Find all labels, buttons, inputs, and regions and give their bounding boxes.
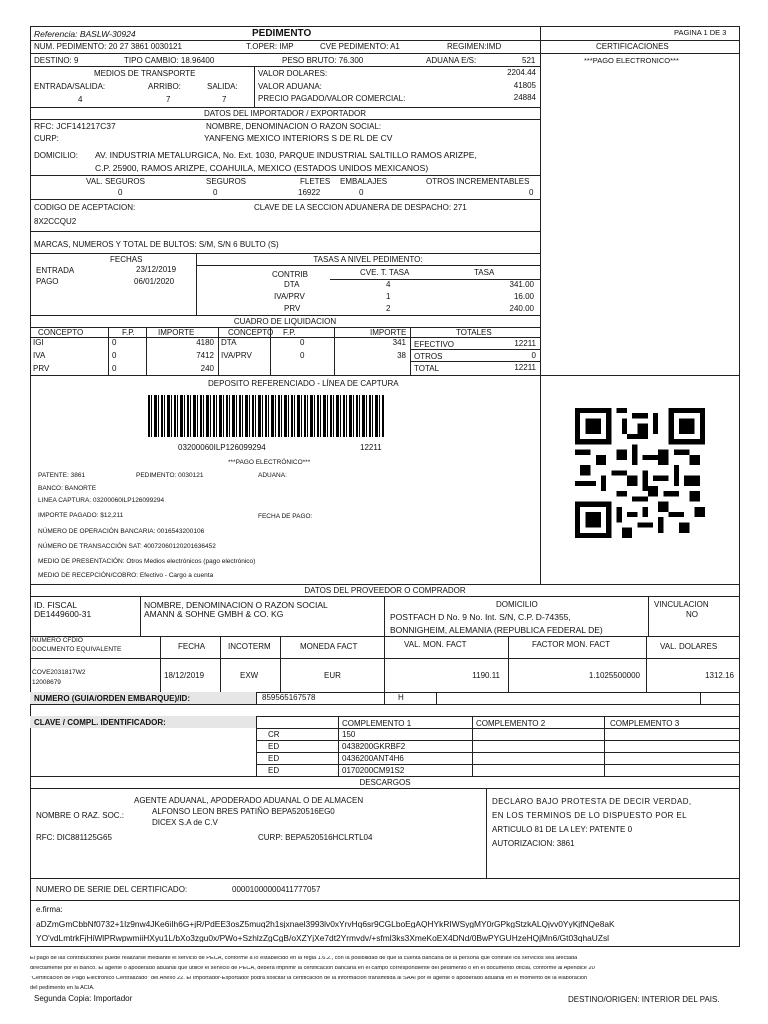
- liquidacion-section: CUADRO DE LIQUIDACION: [233, 317, 337, 326]
- descargos-section: DESCARGOS: [359, 778, 411, 787]
- codigo-aceptacion-label: CODIGO DE ACEPTACION:: [34, 203, 136, 212]
- deposito-medio-recepcion: MEDIO DE RECEPCIÓN/COBRO: Efectivo - Cargo a cuenta: [38, 572, 214, 579]
- nota-line-3: "Certificación de Pago Electrónico Centralizado" del Anexo 22. El Importador-Exportador podrá solicitar la certificación de la información transmitida al SAAI por el agente o apoderado aduanal en el momento de la elaboración: [30, 976, 588, 981]
- declaro-line-1: DECLARO BAJO PROTESTA DE DECIR VERDAD,: [492, 797, 692, 806]
- proveedor-nombre-label: NOMBRE, DENOMINACION O RAZON SOCIAL: [144, 600, 328, 610]
- deposito-pedimento: PEDIMENTO: 0030121: [136, 472, 204, 479]
- importador-domicilio-label: DOMICILIO:: [34, 151, 79, 160]
- factura-header-val-mon: VAL. MON. FACT: [404, 640, 467, 649]
- identificador-comp1: 0438200GKRBF2: [342, 742, 406, 751]
- liq-right-importe: 38: [397, 351, 406, 360]
- liq-header-concepto: CONCEPTO: [38, 328, 84, 337]
- identificador-clave: ED: [268, 742, 280, 751]
- deposito-importe-pagado: IMPORTE PAGADO: $12,211: [38, 512, 124, 519]
- declaro-line-3: ARTICULO 81 DE LA LEY: PATENTE 0: [492, 825, 633, 834]
- proveedor-domicilio-1: POSTFACH D No. 9 No. Int. S/N, C.P. D-74355,: [390, 612, 571, 622]
- entrada-salida-label: ENTRADA/SALIDA:: [34, 82, 106, 91]
- total-value: 12211: [514, 363, 536, 372]
- agente-rfc: RFC: DIC881125G65: [36, 833, 112, 842]
- regimen: REGIMEN:IMD: [447, 42, 502, 51]
- codigo-aceptacion-value: 8X2CCQU2: [34, 217, 77, 226]
- agente-nombre-label: NOMBRE O RAZ. SOC.:: [36, 811, 125, 820]
- seguros-value: 0: [213, 188, 218, 197]
- liq-right-fp: 0: [300, 338, 305, 347]
- salida-label: SALIDA:: [207, 82, 238, 91]
- total-otros-label: OTROS: [414, 352, 443, 361]
- tasa-row-contrib: DTA: [284, 280, 300, 289]
- otros-incrementables-value: 0: [529, 188, 534, 197]
- fletes-label: FLETES: [300, 177, 331, 186]
- deposito-linea-captura: LINEA CAPTURA: 03200060ILP126099294: [38, 497, 165, 504]
- embalajes-value: 0: [359, 188, 364, 197]
- tasa-row-cve: 1: [386, 292, 391, 301]
- valor-aduana-label: VALOR ADUANA:: [258, 82, 322, 91]
- factura-header-incoterm: INCOTERM: [228, 642, 271, 651]
- factura-header-moneda: MONEDA FACT: [300, 642, 358, 651]
- identificador-comp1: 150: [342, 730, 356, 739]
- nota-line-4: del pedimento en la ACIA.: [30, 985, 95, 991]
- id-fiscal-label: ID. FISCAL: [34, 600, 77, 610]
- liq-header-concepto-2: CONCEPTO: [228, 328, 274, 337]
- factura-cfdi-1: COVE2031817W2: [32, 669, 86, 676]
- tasa-row-cve: 2: [386, 304, 391, 313]
- aduana-es-value: 521: [522, 56, 536, 65]
- deposito-medio-presentacion: MEDIO DE PRESENTACIÓN: Otros Medios electrónicos (pago electrónico): [38, 558, 256, 565]
- factura-val-dol: 1312.16: [705, 671, 734, 680]
- proveedor-nombre-value: AMANN & SOHNE GMBH & CO. KG: [144, 609, 284, 619]
- val-seguros-value: 0: [118, 188, 123, 197]
- fecha-pago-label: PAGO: [36, 277, 59, 286]
- segunda-copia: Segunda Copia: Importador: [34, 994, 133, 1003]
- clave-seccion-aduanera: CLAVE DE LA SECCION ADUANERA DE DESPACHO: 271: [254, 203, 467, 212]
- factura-header-cfdi-2: DOCUMENTO EQUIVALENTE: [32, 646, 122, 653]
- comp2-header: COMPLEMENTO 2: [476, 719, 546, 728]
- liq-left-importe: 7412: [196, 351, 214, 360]
- nota-line-2: directamente por el Banco. El agente o apoderado aduanal que utilice el servicio de PECA, deberá imprimir la certificación bancaria en el campo correspondiente del pedimento o en el documento oficial, conforme al Apéndice 20: [30, 966, 595, 971]
- liq-header-totales: TOTALES: [456, 328, 492, 337]
- agente-curp: CURP: BEPA520516HCLRTL04: [258, 833, 373, 842]
- tasa-row-tasa: 240.00: [509, 304, 534, 313]
- total-otros-value: 0: [531, 351, 536, 360]
- total-efectivo-label: EFECTIVO: [414, 340, 455, 349]
- id-fiscal-value: DE1449600-31: [34, 609, 92, 619]
- transporte-arribo-value: 7: [166, 95, 171, 104]
- pago-electronico-deposito: ***PAGO ELECTRÓNICO***: [228, 459, 311, 466]
- liq-left-concepto: IVA: [33, 351, 46, 360]
- arribo-label: ARRIBO:: [148, 82, 181, 91]
- identificador-clave: ED: [268, 766, 280, 775]
- tasas-header-tasa: TASA: [474, 268, 495, 277]
- liq-right-concepto: IVA/PRV: [221, 351, 252, 360]
- tasa-row-tasa: 16.00: [513, 292, 534, 301]
- qr-code-icon: [575, 403, 705, 543]
- certificado-label: NUMERO DE SERIE DEL CERTIFICADO:: [36, 885, 188, 894]
- liq-right-fp: 0: [300, 351, 305, 360]
- factura-header-fecha: FECHA: [178, 642, 206, 651]
- barcode-icon: [148, 395, 384, 437]
- deposito-num-operacion: NÚMERO DE OPERACIÓN BANCARIA: 0016543200106: [38, 528, 205, 535]
- tasa-row-cve: 4: [386, 280, 391, 289]
- deposito-num-transaccion: NÚMERO DE TRANSACCIÓN SAT: 40072060120201636452: [38, 543, 216, 550]
- num-pedimento: NUM. PEDIMENTO: 20 27 3861 0030121: [34, 42, 182, 51]
- total-label: TOTAL: [414, 364, 440, 373]
- deposito-banco: BANCO: BANORTE: [38, 485, 97, 492]
- tasa-row-contrib: PRV: [284, 304, 301, 313]
- identificador-clave: CR: [268, 730, 280, 739]
- tasas-header-cve: CVE. T. TASA: [360, 268, 410, 277]
- otros-incrementables-label: OTROS INCREMENTABLES: [426, 177, 530, 186]
- tasas-header-contrib: CONTRIB: [272, 270, 308, 279]
- comp3-header: COMPLEMENTO 3: [610, 719, 680, 728]
- factura-fecha: 18/12/2019: [164, 671, 205, 680]
- liq-left-fp: 0: [112, 351, 117, 360]
- vinculacion-label: VINCULACION: [654, 600, 709, 609]
- fecha-pago-value: 06/01/2020: [134, 277, 175, 286]
- identificador-label: CLAVE / COMPL. IDENTIFICADOR:: [34, 718, 166, 727]
- precio-pagado-value: 24884: [513, 93, 536, 102]
- fecha-entrada-label: ENTRADA: [36, 266, 75, 275]
- efirma-line-2: YO'vdLmtrkFjHiWlPRwpwmiiHXyu1L/bXo3zgu0x/PWo+SzhlzZgCgB/oXZYjXe7dt2Yrmvdv/+sfml3ks3XmeKoEX4DNd/0BwPYGUHzeHQjMn6/Gt03qhaUZsl: [36, 934, 610, 943]
- importador-domicilio-1: AV. INDUSTRIA METALURGICA, No. Ext. 1030, PARQUE INDUSTRIAL SALTILLO RAMOS ARIZPE,: [95, 150, 477, 160]
- liq-header-fp: F.P.: [122, 328, 135, 337]
- certificado-value: 00001000000411777057: [232, 885, 321, 894]
- importador-nombre-label: NOMBRE, DENOMINACION O RAZON SOCIAL:: [206, 122, 382, 131]
- factura-factor: 1.1025500000: [588, 671, 640, 680]
- comp1-header: COMPLEMENTO 1: [342, 719, 412, 728]
- tasas-section: TASAS A NIVEL PEDIMENTO:: [313, 255, 423, 264]
- liq-header-importe-2: IMPORTE: [370, 328, 407, 337]
- agente-nombre-2: DICEX S.A de C.V: [152, 818, 218, 827]
- guia-value: 859565167578: [262, 693, 316, 702]
- importador-domicilio-2: C.P. 25900, RAMOS ARIZPE, COAHUILA, MEXICO (ESTADOS UNIDOS MEXICANOS): [95, 163, 429, 173]
- pagina-label: PAGINA 1 DE 3: [674, 28, 727, 37]
- referencia: Referencia: BASLW-30924: [34, 29, 136, 39]
- liq-left-concepto: PRV: [33, 364, 50, 373]
- seguros-label: SEGUROS: [206, 177, 247, 186]
- medios-transporte-label: MEDIOS DE TRANSPORTE: [94, 69, 196, 78]
- fletes-value: 16922: [298, 188, 321, 197]
- deposito-title: DEPOSITO REFERENCIADO - LÍNEA DE CAPTURA: [208, 379, 399, 388]
- factura-header-cfdi-1: NUMERO CFDIO: [32, 637, 83, 644]
- declaro-line-4: AUTORIZACION: 3861: [492, 839, 575, 848]
- importador-rfc: RFC: JCF141217C37: [34, 121, 116, 131]
- transporte-salida-value: 7: [222, 95, 227, 104]
- pago-electronico-cert: ***PAGO ELECTRONICO***: [584, 56, 679, 65]
- liq-left-fp: 0: [112, 364, 117, 373]
- agente-nombre-1: ALFONSO LEON BRES PATIÑO BEPA520516EG0: [152, 807, 335, 816]
- declaro-line-2: EN LOS TERMINOS DE LO DISPUESTO POR EL: [492, 811, 687, 820]
- deposito-patente: PATENTE: 3861: [38, 472, 86, 479]
- val-seguros-label: VAL. SEGUROS: [86, 177, 145, 186]
- liq-left-fp: 0: [112, 338, 117, 347]
- proveedor-domicilio-label: DOMICILIO: [496, 600, 538, 609]
- importador-section: DATOS DEL IMPORTADOR / EXPORTADOR: [204, 109, 366, 118]
- proveedor-section: DATOS DEL PROVEEDOR O COMPRADOR: [304, 586, 466, 595]
- guia-tipo: H: [398, 693, 404, 702]
- factura-header-factor: FACTOR MON. FACT: [532, 640, 611, 649]
- efirma-line-1: aDZmGmCbbNf0732+1lz9nw4JKe6iIh6G+jR/PdEE3osZ5muq2h1sjxnael3993lv0xYrvHq6sr9CGLboEgAQHYkRIWSygMY0rGPkgStzkALQjvv0YyKjfNQe8aK: [36, 920, 615, 929]
- factura-incoterm: EXW: [240, 671, 259, 680]
- importador-curp: CURP:: [34, 134, 59, 143]
- tasa-row-tasa: 341.00: [509, 280, 534, 289]
- liq-right-importe: 341: [392, 338, 406, 347]
- liq-left-importe: 240: [200, 364, 214, 373]
- valor-dolares-value: 2204.44: [507, 68, 536, 77]
- deposito-aduana: ADUANA:: [258, 472, 287, 479]
- marcas-bultos: MARCAS, NUMEROS Y TOTAL DE BULTOS: S/M, S/N 6 BULTO (S): [34, 240, 279, 249]
- transporte-entrada-value: 4: [78, 95, 83, 104]
- liq-left-concepto: IGI: [33, 338, 44, 347]
- liq-header-importe: IMPORTE: [158, 328, 195, 337]
- factura-cfdi-2: 12008679: [32, 679, 61, 686]
- proveedor-domicilio-2: BONNIGHEIM, ALEMANIA (REPUBLICA FEDERAL DE): [390, 625, 603, 635]
- destino: DESTINO: 9: [34, 56, 79, 65]
- agente-title: AGENTE ADUANAL, APODERADO ADUANAL O DE ALMACEN: [134, 796, 364, 805]
- factura-val-mon: 1190.11: [472, 671, 500, 680]
- valor-dolares-label: VALOR DOLARES:: [258, 69, 328, 78]
- document-title: PEDIMENTO: [252, 28, 312, 39]
- embalajes-label: EMBALAJES: [340, 177, 388, 186]
- factura-moneda: EUR: [324, 671, 341, 680]
- aduana-es-label: ADUANA E/S:: [426, 56, 477, 65]
- factura-header-val-dol: VAL. DOLARES: [660, 642, 718, 651]
- destino-origen: DESTINO/ORIGEN: INTERIOR DEL PAIS.: [568, 995, 720, 1004]
- monto-barcode: 12211: [360, 443, 382, 452]
- liq-right-concepto: DTA: [221, 338, 237, 347]
- total-efectivo-value: 12211: [514, 339, 536, 348]
- deposito-fecha-pago: FECHA DE PAGO:: [258, 513, 313, 520]
- tipo-cambio: TIPO CAMBIO: 18.96400: [124, 56, 215, 65]
- importador-nombre-value: YANFENG MEXICO INTERIORS S DE RL DE CV: [204, 133, 393, 143]
- liq-left-importe: 4180: [196, 338, 214, 347]
- precio-pagado-label: PRECIO PAGADO/VALOR COMERCIAL:: [258, 94, 406, 103]
- fechas-label: FECHAS: [110, 255, 143, 264]
- identificador-comp1: 0170200CM91S2: [342, 766, 405, 775]
- valor-aduana-value: 41805: [513, 81, 536, 90]
- tipo-operacion: T.OPER: IMP: [246, 42, 294, 51]
- fecha-entrada-value: 23/12/2019: [136, 265, 177, 274]
- linea-captura-barcode: 03200060ILP126099294: [178, 443, 266, 452]
- guia-label: NUMERO (GUIA/ORDEN EMBARQUE)/ID:: [34, 694, 190, 703]
- efirma-label: e.firma:: [36, 905, 63, 914]
- identificador-clave: ED: [268, 754, 280, 763]
- liq-header-fp-2: F.P.: [283, 328, 296, 337]
- identificador-comp1: 0436200ANT4H6: [342, 754, 404, 763]
- peso-bruto: PESO BRUTO: 76.300: [282, 56, 364, 65]
- vinculacion-value: NO: [686, 610, 698, 619]
- nota-line-1: El pago de las contribuciones puede realizarse mediante el servicio de PECA, conforme a lo establecido en la regla 1.6.2., con la posibilidad de que la cuenta bancaria de la persona que contrate los servicios sea afectada: [30, 956, 578, 961]
- tasa-row-contrib: IVA/PRV: [274, 292, 305, 301]
- clave-pedimento: CVE PEDIMENTO: A1: [320, 42, 400, 51]
- certificaciones-label: CERTIFICACIONES: [596, 42, 669, 51]
